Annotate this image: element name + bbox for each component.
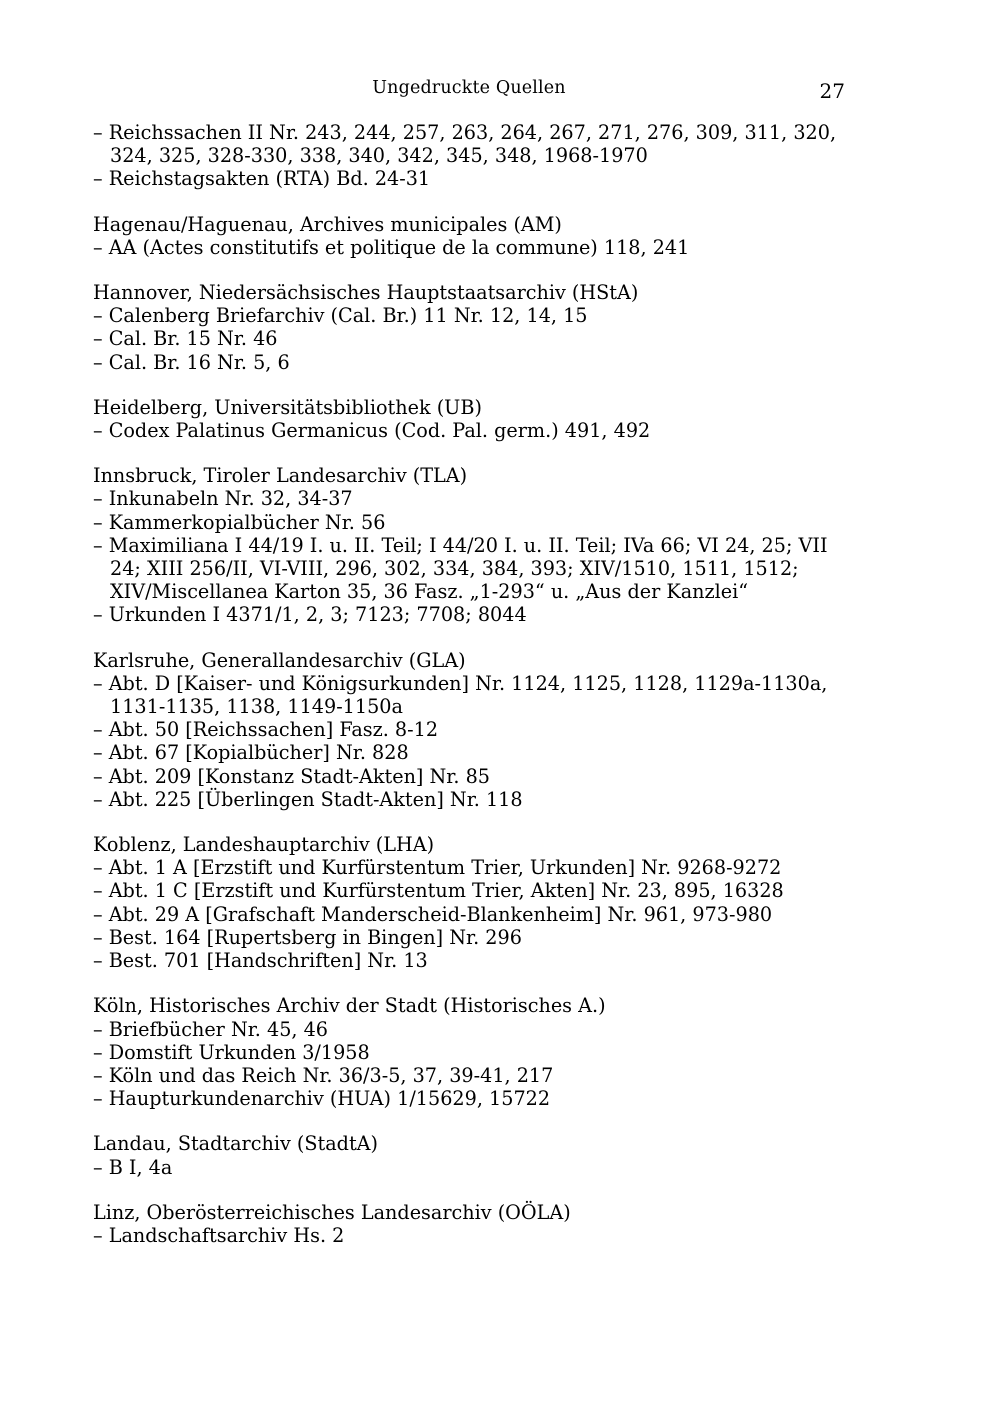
archive-heading: Heidelberg, Universitätsbibliothek (UB): [93, 395, 482, 419]
running-head-title: Ungedruckte Quellen: [372, 78, 566, 98]
entry-dash-marker: –: [93, 949, 109, 973]
archive-entry: [93, 765, 853, 788]
archive-entry-text: Abt. 50 [Reichssachen] Fasz. 8-12: [108, 718, 439, 742]
archive-entry-text: Calenberg Briefarchiv (Cal. Br.) 11 Nr. 12, 14, 15: [108, 304, 588, 328]
archive-entry: [93, 304, 853, 327]
page-number: 27: [819, 79, 845, 103]
archive-group: [93, 833, 853, 972]
archive-entry: [93, 167, 853, 190]
archive-entry-text: Best. 164 [Rupertsberg in Bingen] Nr. 296: [108, 925, 522, 949]
archive-entry: [93, 903, 853, 926]
archive-entry-text: Abt. 29 A [Grafschaft Manderscheid-Blankenheim] Nr. 961, 973-980: [108, 902, 773, 926]
entry-dash-marker: –: [93, 1087, 109, 1111]
archive-entry-text: Cal. Br. 16 Nr. 5, 6: [108, 350, 290, 374]
archive-entry-text: Cal. Br. 15 Nr. 46: [108, 327, 278, 351]
archive-entry-text: B I, 4a: [108, 1155, 173, 1179]
entry-dash-marker: –: [93, 1223, 109, 1247]
entry-dash-marker: –: [93, 419, 109, 443]
entry-dash-marker: –: [93, 902, 109, 926]
archive-group: [93, 396, 853, 442]
archive-entry-text: AA (Actes constitutifs et politique de la commune) 118, 241: [108, 235, 690, 259]
archive-entry: [93, 236, 853, 259]
entry-dash-marker: –: [93, 787, 109, 811]
entry-dash-marker: –: [93, 121, 109, 144]
archive-group: [93, 213, 853, 259]
entry-dash-marker: –: [93, 235, 109, 259]
entry-dash-marker: –: [93, 671, 109, 695]
archive-heading: Köln, Historisches Archiv der Stadt (Historisches A.): [93, 994, 606, 1018]
entry-dash-marker: –: [93, 856, 109, 880]
archive-group: [93, 121, 853, 191]
archive-entry: [93, 1156, 853, 1179]
archive-entry-text: Abt. 1 A [Erzstift und Kurfürstentum Trier, Urkunden] Nr. 9268-9272: [108, 856, 782, 880]
archive-entry: [93, 327, 853, 350]
entry-dash-marker: –: [93, 718, 109, 742]
entry-dash-marker: –: [93, 925, 109, 949]
archive-group: [93, 649, 853, 811]
running-head: [93, 78, 845, 104]
archive-entry: [93, 788, 853, 811]
entry-dash-marker: –: [93, 487, 109, 511]
entry-dash-marker: –: [93, 764, 109, 788]
archive-entry: [93, 672, 853, 718]
archive-entry: [93, 1041, 853, 1064]
archive-entry: [93, 1064, 853, 1087]
archive-entry-text: Briefbücher Nr. 45, 46: [108, 1017, 329, 1041]
archive-entry-text: Abt. 225 [Überlingen Stadt-Akten] Nr. 118: [108, 787, 523, 811]
archive-heading: Koblenz, Landeshauptarchiv (LHA): [93, 833, 435, 857]
archive-group: [93, 1201, 853, 1247]
archive-entry: [93, 718, 853, 741]
entry-dash-marker: –: [93, 1017, 109, 1041]
archive-entry: [93, 1087, 853, 1110]
archive-group: [93, 994, 853, 1110]
entry-dash-marker: –: [93, 741, 109, 765]
archive-heading: Linz, Oberösterreichisches Landesarchiv (OÖLA): [93, 1200, 571, 1224]
archive-entry-text: Haupturkundenarchiv (HUA) 1/15629, 15722: [108, 1087, 551, 1111]
entry-dash-marker: –: [93, 167, 109, 191]
archive-group: [93, 464, 853, 626]
archive-entry: [93, 741, 853, 764]
archive-entry-text: Abt. D [Kaiser- und Königsurkunden] Nr. 1124, 1125, 1128, 1129a-1130a, 1131-1135, 1138, 1149-1150a: [108, 671, 834, 719]
entry-dash-marker: –: [93, 1155, 109, 1179]
archive-entry-text: Kammerkopialbücher Nr. 56: [108, 510, 386, 534]
archive-entry-text: Abt. 67 [Kopialbücher] Nr. 828: [108, 741, 409, 765]
bibliography-list: [93, 121, 853, 1247]
archive-entry: [93, 879, 853, 902]
archive-heading: Karlsruhe, Generallandesarchiv (GLA): [93, 648, 466, 672]
archive-entry-text: Best. 701 [Handschriften] Nr. 13: [108, 949, 428, 973]
archive-heading: Hannover, Niedersächsisches Hauptstaatsarchiv (HStA): [93, 281, 639, 305]
archive-entry-text: Abt. 1 C [Erzstift und Kurfürstentum Trier, Akten] Nr. 23, 895, 16328: [108, 879, 784, 903]
entry-dash-marker: –: [93, 304, 109, 328]
archive-entry-text: Landschaftsarchiv Hs. 2: [108, 1223, 345, 1247]
archive-entry: [93, 926, 853, 949]
entry-dash-marker: –: [93, 350, 109, 374]
archive-entry-text: Abt. 209 [Konstanz Stadt-Akten] Nr. 85: [108, 764, 490, 788]
entry-dash-marker: –: [93, 1063, 109, 1087]
archive-entry-text: Inkunabeln Nr. 32, 34-37: [108, 487, 353, 511]
entry-dash-marker: –: [93, 603, 109, 627]
archive-entry: [93, 1018, 853, 1041]
archive-entry-text: Reichssachen II Nr. 243, 244, 257, 263, 264, 267, 271, 276, 309, 311, 320, 324, 325, 328-330, 338, 340, 342, 345, 348, 1968-1970: [108, 121, 843, 168]
archive-group: [93, 1132, 853, 1178]
archive-heading: Innsbruck, Tiroler Landesarchiv (TLA): [93, 464, 468, 488]
archive-entry-text: Domstift Urkunden 3/1958: [108, 1040, 370, 1064]
archive-entry-text: Köln und das Reich Nr. 36/3-5, 37, 39-41, 217: [108, 1063, 554, 1087]
archive-entry: [93, 487, 853, 510]
archive-group: [93, 281, 853, 374]
archive-entry: [93, 603, 853, 626]
archive-entry-text: Maximiliana I 44/19 I. u. II. Teil; I 44/20 I. u. II. Teil; IVa 66; VI 24, 25; VII 24; XIII 256/II, VI-VIII, 296, 302, 334, 384, 393; XIV/1510, 1511, 1512; XIV/Miscellanea Karton 35, 36 Fasz. „1-293“ u. „Aus der Kanzlei“: [108, 533, 834, 604]
archive-entry-text: Codex Palatinus Germanicus (Cod. Pal. germ.) 491, 492: [108, 419, 651, 443]
archive-entry: [93, 511, 853, 534]
archive-entry: [93, 419, 853, 442]
entry-dash-marker: –: [93, 327, 109, 351]
entry-dash-marker: –: [93, 510, 109, 534]
archive-entry: [93, 1224, 853, 1247]
archive-entry: [93, 949, 853, 972]
archive-entry: [93, 121, 853, 167]
archive-entry: [93, 534, 853, 604]
entry-dash-marker: –: [93, 1040, 109, 1064]
entry-dash-marker: –: [93, 533, 109, 557]
archive-entry-text: Reichstagsakten (RTA) Bd. 24-31: [108, 167, 431, 191]
archive-entry-text: Urkunden I 4371/1, 2, 3; 7123; 7708; 8044: [108, 603, 527, 627]
entry-dash-marker: –: [93, 879, 109, 903]
archive-heading: Hagenau/Haguenau, Archives municipales (AM): [93, 212, 562, 236]
archive-entry: [93, 856, 853, 879]
archive-heading: Landau, Stadtarchiv (StadtA): [93, 1132, 379, 1156]
archive-entry: [93, 351, 853, 374]
